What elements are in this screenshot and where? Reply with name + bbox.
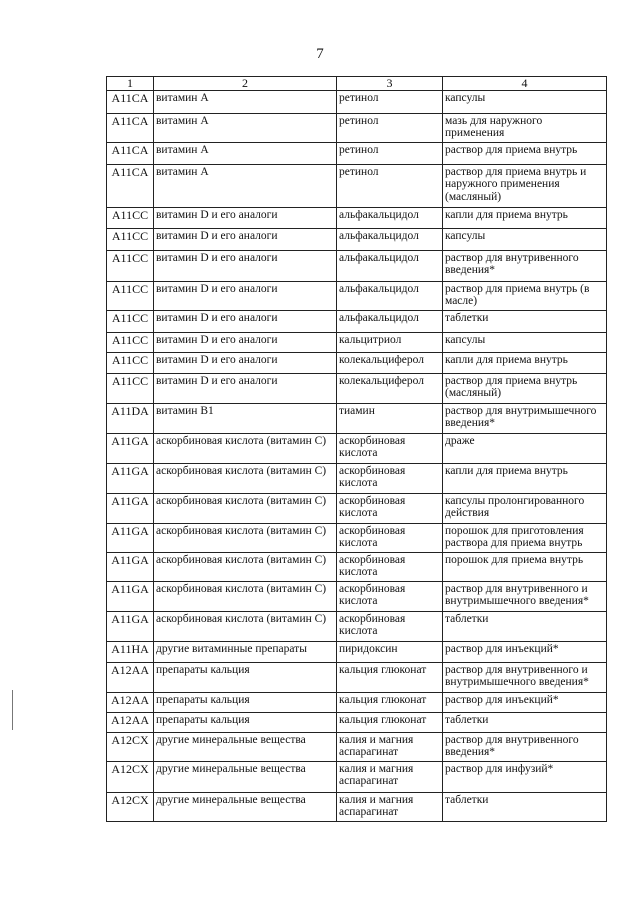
substance-cell: калия и магния аспарагинат	[337, 732, 443, 761]
group-cell: витамин А	[154, 164, 337, 207]
atc-code-cell: A11GA	[107, 552, 154, 581]
table-row	[107, 142, 607, 164]
dosage-form-cell: раствор для приема внутрь (масляный)	[443, 373, 607, 403]
table-row	[107, 523, 607, 552]
atc-code-cell: A11CC	[107, 228, 154, 250]
dosage-form-cell: раствор для внутривенного и внутримышечного введения*	[443, 581, 607, 611]
group-cell: аскорбиновая кислота (витамин С)	[154, 611, 337, 641]
group-cell: другие минеральные вещества	[154, 732, 337, 761]
table-row	[107, 164, 607, 207]
dosage-form-cell: раствор для инъекций*	[443, 692, 607, 712]
table-row	[107, 581, 607, 611]
atc-code-cell: A11GA	[107, 581, 154, 611]
atc-code-cell: A11CC	[107, 310, 154, 332]
header-col-4: 4	[443, 77, 607, 91]
substance-cell: калия и магния аспарагинат	[337, 761, 443, 792]
group-cell: витамин D и его аналоги	[154, 373, 337, 403]
atc-code-cell: A12AA	[107, 662, 154, 692]
atc-code-cell: A11GA	[107, 463, 154, 493]
dosage-form-cell: капсулы пролонгированного действия	[443, 493, 607, 523]
page-number: 7	[316, 46, 324, 62]
dosage-form-cell: драже	[443, 433, 607, 463]
substance-cell: аскорбиновая кислота	[337, 611, 443, 641]
table-row	[107, 792, 607, 821]
group-cell: витамин D и его аналоги	[154, 352, 337, 373]
substance-cell: аскорбиновая кислота	[337, 523, 443, 552]
substance-cell: альфакальцидол	[337, 250, 443, 281]
atc-code-cell: A11HA	[107, 641, 154, 662]
atc-code-cell: A11CC	[107, 281, 154, 310]
atc-code-cell: A11GA	[107, 493, 154, 523]
substance-cell: ретинол	[337, 142, 443, 164]
table-row	[107, 552, 607, 581]
header-col-3: 3	[337, 77, 443, 91]
substance-cell: альфакальцидол	[337, 281, 443, 310]
table-row	[107, 712, 607, 732]
substance-cell: альфакальцидол	[337, 207, 443, 228]
dosage-form-cell: капсулы	[443, 90, 607, 113]
dosage-form-cell: капли для приема внутрь	[443, 207, 607, 228]
group-cell: аскорбиновая кислота (витамин С)	[154, 581, 337, 611]
substance-cell: колекальциферол	[337, 373, 443, 403]
dosage-form-cell: таблетки	[443, 792, 607, 821]
atc-code-cell: A11GA	[107, 611, 154, 641]
table-row	[107, 310, 607, 332]
atc-code-cell: A12CX	[107, 761, 154, 792]
group-cell: аскорбиновая кислота (витамин С)	[154, 552, 337, 581]
group-cell: препараты кальция	[154, 712, 337, 732]
atc-code-cell: A11CA	[107, 113, 154, 142]
group-cell: витамин D и его аналоги	[154, 310, 337, 332]
substance-cell: аскорбиновая кислота	[337, 433, 443, 463]
atc-code-cell: A11CC	[107, 207, 154, 228]
atc-code-cell: A11CC	[107, 332, 154, 352]
table-body	[107, 90, 607, 821]
dosage-form-cell: капсулы	[443, 332, 607, 352]
group-cell: витамин D и его аналоги	[154, 228, 337, 250]
substance-cell: ретинол	[337, 113, 443, 142]
atc-code-cell: A11CA	[107, 90, 154, 113]
substance-cell: аскорбиновая кислота	[337, 581, 443, 611]
dosage-form-cell: порошок для приготовления раствора для приема внутрь	[443, 523, 607, 552]
table-row	[107, 90, 607, 113]
atc-code-cell: A12AA	[107, 712, 154, 732]
table-row	[107, 433, 607, 463]
group-cell: витамин А	[154, 142, 337, 164]
table-header-row	[107, 77, 607, 91]
group-cell: аскорбиновая кислота (витамин С)	[154, 523, 337, 552]
dosage-form-cell: раствор для приема внутрь	[443, 142, 607, 164]
group-cell: другие минеральные вещества	[154, 792, 337, 821]
substance-cell: тиамин	[337, 403, 443, 433]
group-cell: аскорбиновая кислота (витамин С)	[154, 433, 337, 463]
dosage-form-cell: таблетки	[443, 712, 607, 732]
table-row	[107, 493, 607, 523]
table-row	[107, 281, 607, 310]
table-row	[107, 250, 607, 281]
medicines-table	[106, 76, 607, 822]
substance-cell: кальция глюконат	[337, 712, 443, 732]
substance-cell: пиридоксин	[337, 641, 443, 662]
table-row	[107, 352, 607, 373]
group-cell: препараты кальция	[154, 662, 337, 692]
substance-cell: аскорбиновая кислота	[337, 463, 443, 493]
atc-code-cell: A11CC	[107, 373, 154, 403]
dosage-form-cell: раствор для инъекций*	[443, 641, 607, 662]
substance-cell: кальцитриол	[337, 332, 443, 352]
group-cell: аскорбиновая кислота (витамин С)	[154, 463, 337, 493]
group-cell: витамин А	[154, 90, 337, 113]
group-cell: витамин D и его аналоги	[154, 207, 337, 228]
dosage-form-cell: таблетки	[443, 310, 607, 332]
substance-cell: ретинол	[337, 164, 443, 207]
table-row	[107, 463, 607, 493]
table-row	[107, 761, 607, 792]
dosage-form-cell: раствор для внутримышечного введения*	[443, 403, 607, 433]
atc-code-cell: A11CC	[107, 250, 154, 281]
atc-code-cell: A11GA	[107, 523, 154, 552]
dosage-form-cell: порошок для приема внутрь	[443, 552, 607, 581]
dosage-form-cell: капли для приема внутрь	[443, 352, 607, 373]
substance-cell: аскорбиновая кислота	[337, 552, 443, 581]
atc-code-cell: A11CC	[107, 352, 154, 373]
table-row	[107, 641, 607, 662]
group-cell: другие витаминные препараты	[154, 641, 337, 662]
atc-code-cell: A11CA	[107, 164, 154, 207]
dosage-form-cell: таблетки	[443, 611, 607, 641]
dosage-form-cell: раствор для инфузий*	[443, 761, 607, 792]
dosage-form-cell: раствор для внутривенного введения*	[443, 250, 607, 281]
group-cell: препараты кальция	[154, 692, 337, 712]
table-row	[107, 332, 607, 352]
table-row	[107, 662, 607, 692]
scan-artifact-line	[12, 690, 13, 730]
table-row	[107, 207, 607, 228]
atc-code-cell: A11CA	[107, 142, 154, 164]
atc-code-cell: A12CX	[107, 792, 154, 821]
dosage-form-cell: капсулы	[443, 228, 607, 250]
dosage-form-cell: капли для приема внутрь	[443, 463, 607, 493]
header-col-2: 2	[154, 77, 337, 91]
table-row	[107, 692, 607, 712]
group-cell: витамин D и его аналоги	[154, 281, 337, 310]
group-cell: аскорбиновая кислота (витамин С)	[154, 493, 337, 523]
table-row	[107, 732, 607, 761]
atc-code-cell: A12CX	[107, 732, 154, 761]
header-col-1: 1	[107, 77, 154, 91]
table-row	[107, 228, 607, 250]
substance-cell: альфакальцидол	[337, 228, 443, 250]
dosage-form-cell: раствор для внутривенного и внутримышечного введения*	[443, 662, 607, 692]
group-cell: витамин А	[154, 113, 337, 142]
dosage-form-cell: мазь для наружного применения	[443, 113, 607, 142]
dosage-form-cell: раствор для приема внутрь (в масле)	[443, 281, 607, 310]
dosage-form-cell: раствор для внутривенного введения*	[443, 732, 607, 761]
substance-cell: кальция глюконат	[337, 692, 443, 712]
substance-cell: калия и магния аспарагинат	[337, 792, 443, 821]
substance-cell: альфакальцидол	[337, 310, 443, 332]
atc-code-cell: A11DA	[107, 403, 154, 433]
table-row	[107, 373, 607, 403]
group-cell: другие минеральные вещества	[154, 761, 337, 792]
substance-cell: кальция глюконат	[337, 662, 443, 692]
atc-code-cell: A11GA	[107, 433, 154, 463]
group-cell: витамин D и его аналоги	[154, 250, 337, 281]
substance-cell: ретинол	[337, 90, 443, 113]
dosage-form-cell: раствор для приема внутрь и наружного применения (масляный)	[443, 164, 607, 207]
substance-cell: аскорбиновая кислота	[337, 493, 443, 523]
group-cell: витамин B1	[154, 403, 337, 433]
table-row	[107, 403, 607, 433]
substance-cell: колекальциферол	[337, 352, 443, 373]
table-row	[107, 611, 607, 641]
group-cell: витамин D и его аналоги	[154, 332, 337, 352]
atc-code-cell: A12AA	[107, 692, 154, 712]
table-row	[107, 113, 607, 142]
